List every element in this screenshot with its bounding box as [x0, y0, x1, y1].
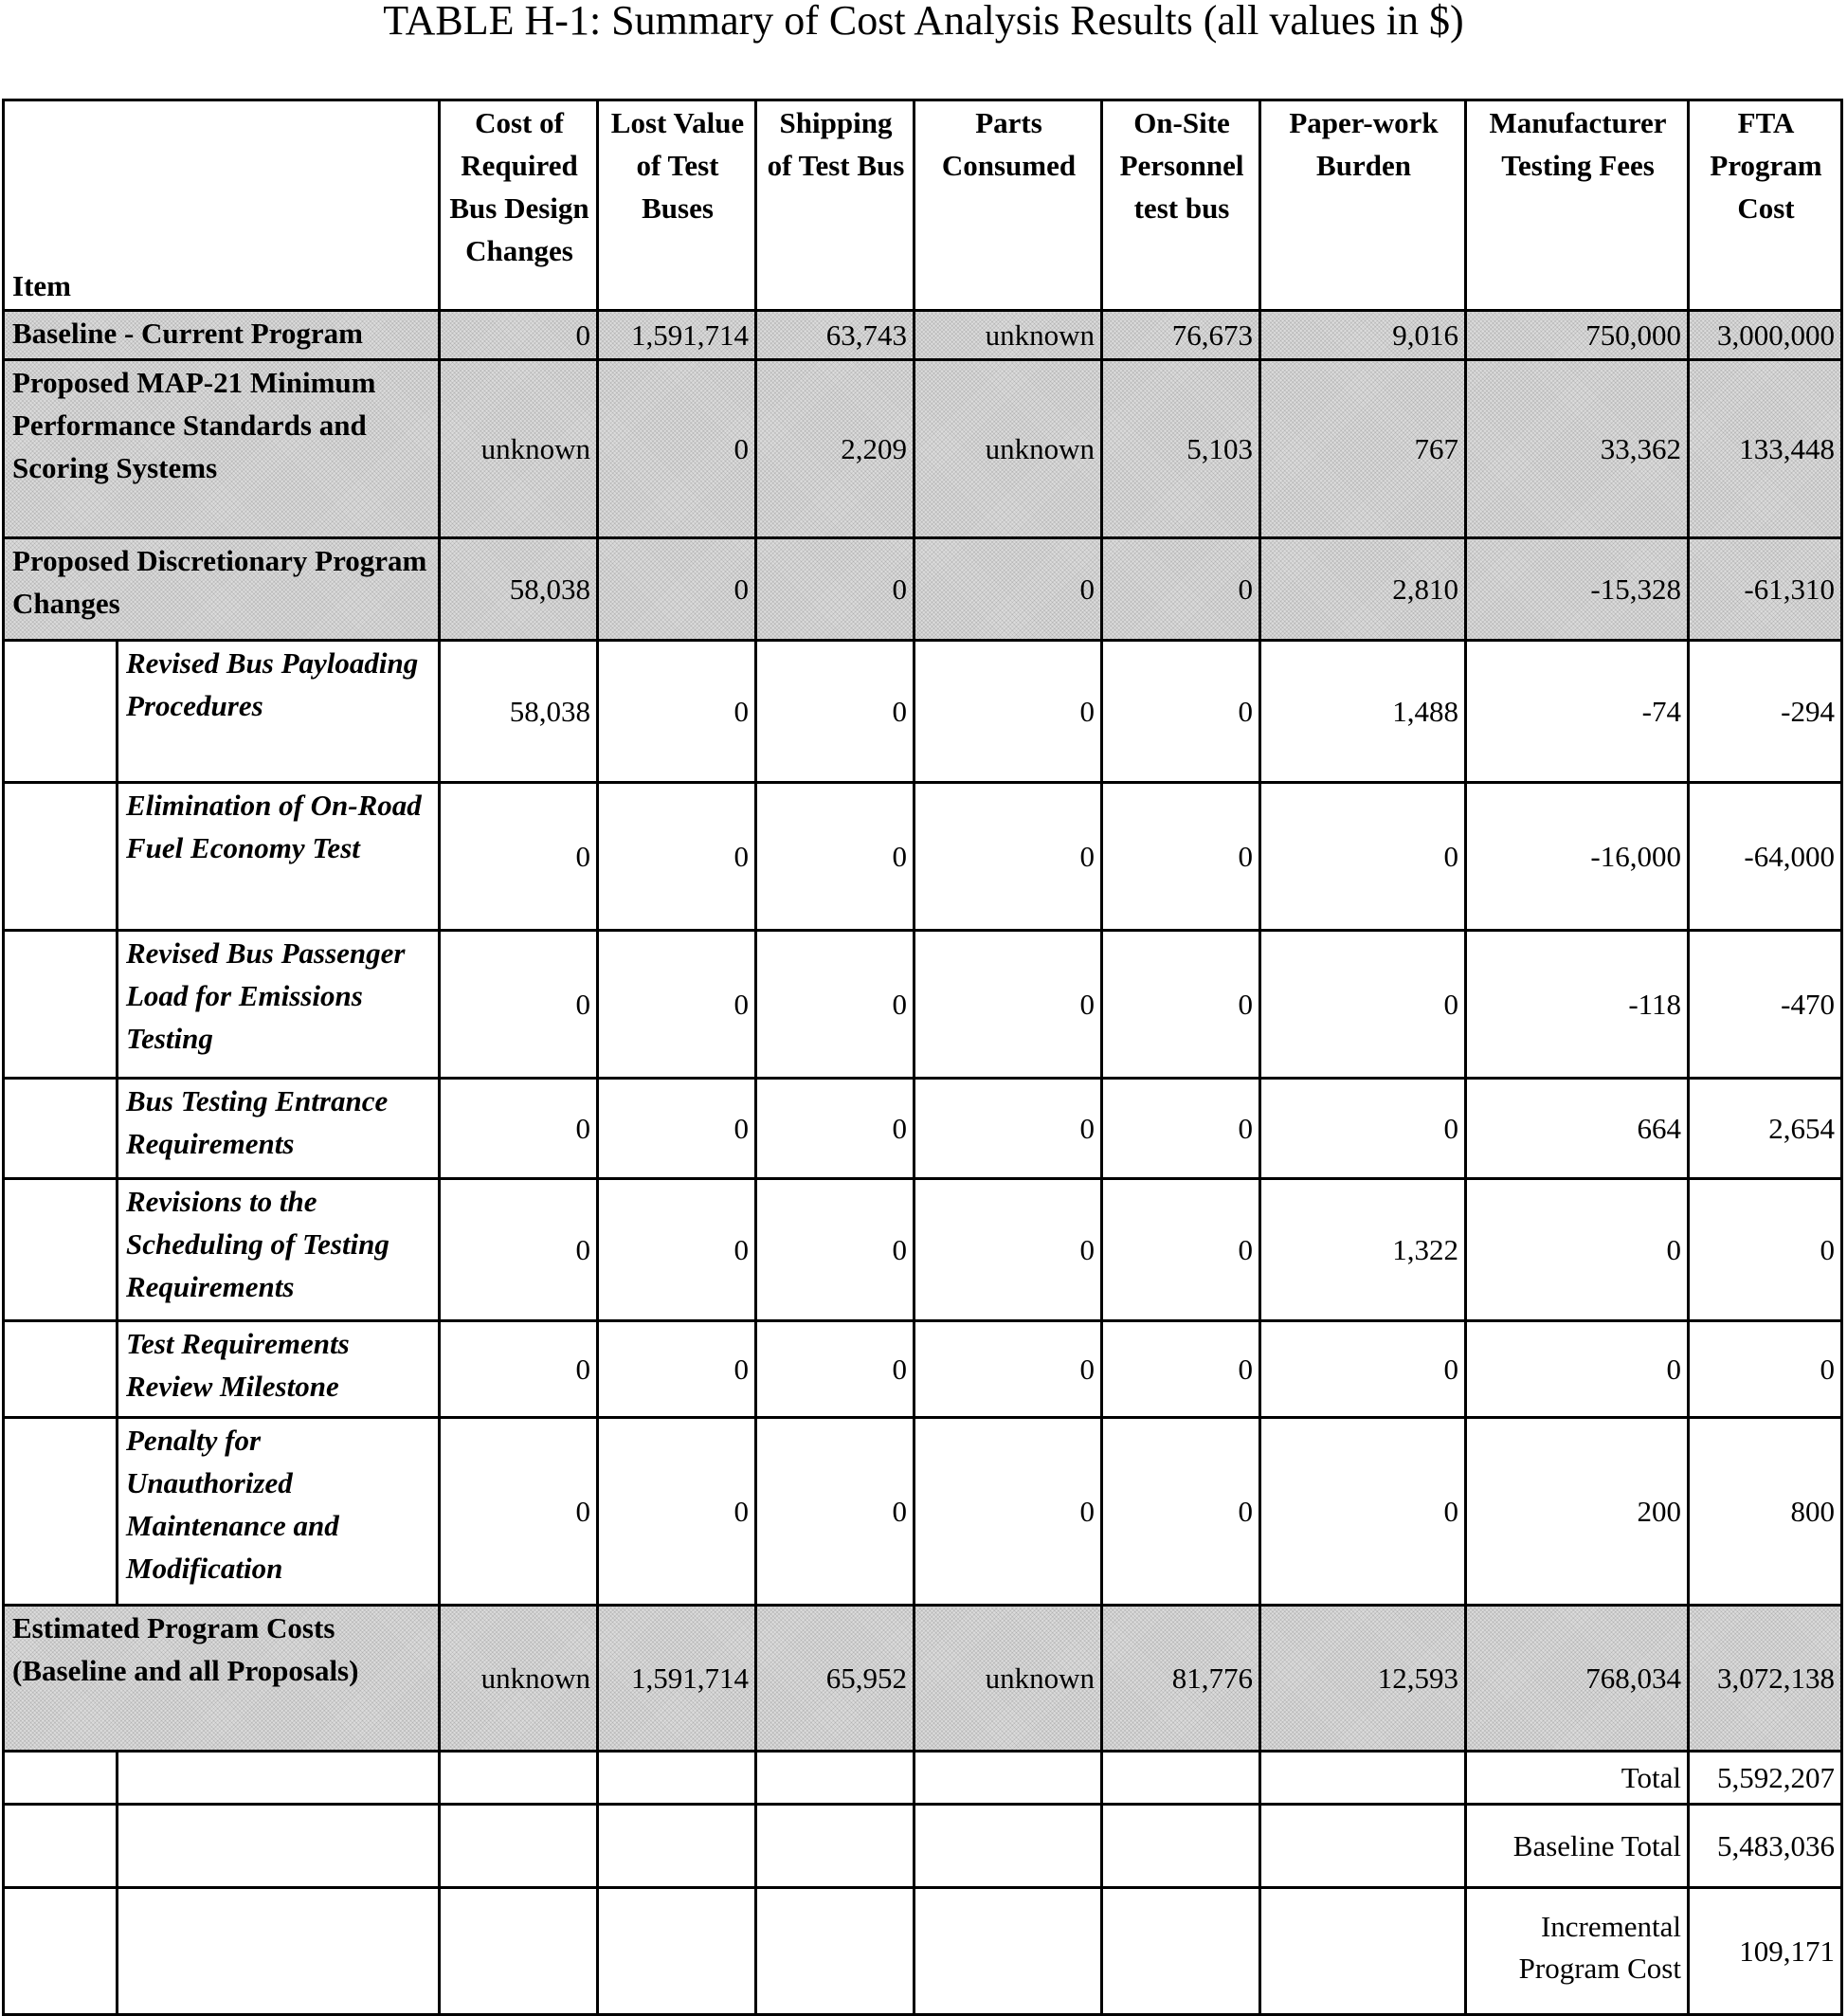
value-cell: 0	[598, 641, 756, 783]
value-cell: 0	[440, 1079, 598, 1179]
value-cell: 0	[756, 931, 914, 1079]
summary-label: Total	[1466, 1752, 1689, 1805]
value-cell: 1,591,714	[598, 311, 756, 360]
estimated-row	[4, 1606, 1842, 1752]
table-title: TABLE H-1: Summary of Cost Analysis Results (all values in $)	[383, 0, 1464, 44]
value-cell: 0	[440, 783, 598, 931]
value-cell: unknown	[440, 360, 598, 538]
value-cell: 76,673	[1102, 311, 1260, 360]
row-label: Revised Bus Payloading Procedures	[118, 641, 440, 783]
empty-cell	[1102, 1752, 1260, 1805]
empty-cell	[1102, 1888, 1260, 2015]
value-cell: 0	[914, 538, 1102, 641]
indent-cell	[4, 931, 118, 1079]
value-cell: 0	[1689, 1321, 1842, 1418]
value-cell: 0	[756, 1079, 914, 1179]
empty-cell	[1102, 1805, 1260, 1888]
value-cell: 0	[1260, 1079, 1466, 1179]
value-cell: 0	[1260, 1418, 1466, 1606]
summary-row	[4, 1752, 1842, 1805]
value-cell: 0	[756, 1179, 914, 1321]
value-cell: 1,322	[1260, 1179, 1466, 1321]
value-cell: -15,328	[1466, 538, 1689, 641]
value-cell: 1,488	[1260, 641, 1466, 783]
header-cell: Cost of Required Bus Design Changes	[440, 100, 598, 311]
sub-row	[4, 641, 1842, 783]
header-cell: On-Site Personnel test bus	[1102, 100, 1260, 311]
value-cell: -470	[1689, 931, 1842, 1079]
empty-cell	[756, 1888, 914, 2015]
summary-value: 5,483,036	[1689, 1805, 1842, 1888]
value-cell: 0	[1102, 538, 1260, 641]
value-cell: 0	[1260, 1321, 1466, 1418]
value-cell: 0	[598, 931, 756, 1079]
value-cell: 2,209	[756, 360, 914, 538]
sub-row	[4, 1079, 1842, 1179]
empty-cell	[440, 1805, 598, 1888]
header-cell: Parts Consumed	[914, 100, 1102, 311]
value-cell: unknown	[914, 311, 1102, 360]
value-cell: 0	[440, 311, 598, 360]
value-cell: 58,038	[440, 538, 598, 641]
value-cell: 0	[1689, 1179, 1842, 1321]
table-body	[4, 100, 1842, 2015]
summary-row	[4, 1888, 1842, 2015]
value-cell: 63,743	[756, 311, 914, 360]
row-label: Baseline - Current Program	[4, 311, 440, 360]
value-cell: -16,000	[1466, 783, 1689, 931]
value-cell: 750,000	[1466, 311, 1689, 360]
value-cell: 0	[914, 1321, 1102, 1418]
row-label: Revised Bus Passenger Load for Emissions Testing	[118, 931, 440, 1079]
value-cell: 3,072,138	[1689, 1606, 1842, 1752]
value-cell: 0	[598, 1179, 756, 1321]
summary-value: 109,171	[1689, 1888, 1842, 2015]
value-cell: 65,952	[756, 1606, 914, 1752]
row-label: Estimated Program Costs (Baseline and all Proposals)	[4, 1606, 440, 1752]
empty-cell	[4, 1888, 118, 2015]
indent-cell	[4, 1179, 118, 1321]
value-cell: 0	[598, 360, 756, 538]
empty-cell	[4, 1805, 118, 1888]
sub-row	[4, 1179, 1842, 1321]
value-cell: 0	[756, 641, 914, 783]
empty-cell	[4, 1752, 118, 1805]
value-cell: 133,448	[1689, 360, 1842, 538]
value-cell: 200	[1466, 1418, 1689, 1606]
value-cell: 3,000,000	[1689, 311, 1842, 360]
value-cell: 0	[440, 1321, 598, 1418]
value-cell: -294	[1689, 641, 1842, 783]
empty-cell	[1260, 1752, 1466, 1805]
summary-label: Incremental Program Cost	[1466, 1888, 1689, 2015]
header-item: Item	[4, 100, 440, 311]
value-cell: -61,310	[1689, 538, 1842, 641]
value-cell: unknown	[440, 1606, 598, 1752]
empty-cell	[440, 1888, 598, 2015]
value-cell: 81,776	[1102, 1606, 1260, 1752]
value-cell: 0	[1102, 783, 1260, 931]
value-cell: 0	[598, 1418, 756, 1606]
value-cell: 0	[1102, 1321, 1260, 1418]
value-cell: 1,591,714	[598, 1606, 756, 1752]
header-row	[4, 100, 1842, 311]
sub-row	[4, 1418, 1842, 1606]
empty-cell	[440, 1752, 598, 1805]
value-cell: -64,000	[1689, 783, 1842, 931]
value-cell: 33,362	[1466, 360, 1689, 538]
row-label: Bus Testing Entrance Requirements	[118, 1079, 440, 1179]
value-cell: 0	[1466, 1321, 1689, 1418]
row-label: Revisions to the Scheduling of Testing Requirements	[118, 1179, 440, 1321]
indent-cell	[4, 1321, 118, 1418]
value-cell: 0	[440, 931, 598, 1079]
sub-row	[4, 931, 1842, 1079]
value-cell: 0	[598, 1321, 756, 1418]
empty-cell	[598, 1888, 756, 2015]
indent-cell	[4, 783, 118, 931]
value-cell: 0	[914, 1418, 1102, 1606]
empty-cell	[1260, 1805, 1466, 1888]
value-cell: unknown	[914, 360, 1102, 538]
header-cell: Manufacturer Testing Fees	[1466, 100, 1689, 311]
value-cell: 0	[1102, 1418, 1260, 1606]
empty-cell	[598, 1752, 756, 1805]
value-cell: 58,038	[440, 641, 598, 783]
header-cell: FTA Program Cost	[1689, 100, 1842, 311]
main-row	[4, 360, 1842, 538]
value-cell: 2,654	[1689, 1079, 1842, 1179]
value-cell: 0	[598, 783, 756, 931]
value-cell: 664	[1466, 1079, 1689, 1179]
value-cell: 0	[440, 1179, 598, 1321]
empty-cell	[118, 1752, 440, 1805]
value-cell: 0	[1102, 1179, 1260, 1321]
value-cell: 12,593	[1260, 1606, 1466, 1752]
value-cell: -118	[1466, 931, 1689, 1079]
value-cell: 800	[1689, 1418, 1842, 1606]
value-cell: 0	[598, 1079, 756, 1179]
value-cell: 0	[756, 538, 914, 641]
value-cell: 0	[914, 931, 1102, 1079]
value-cell: unknown	[914, 1606, 1102, 1752]
value-cell: 0	[914, 1179, 1102, 1321]
value-cell: 0	[598, 538, 756, 641]
header-cell: Lost Value of Test Buses	[598, 100, 756, 311]
empty-cell	[914, 1752, 1102, 1805]
indent-cell	[4, 1079, 118, 1179]
header-cell: Shipping of Test Bus	[756, 100, 914, 311]
value-cell: 768,034	[1466, 1606, 1689, 1752]
summary-value: 5,592,207	[1689, 1752, 1842, 1805]
cost-analysis-table	[2, 99, 1843, 2016]
sub-row	[4, 1321, 1842, 1418]
summary-label: Baseline Total	[1466, 1805, 1689, 1888]
row-label: Proposed Discretionary Program Changes	[4, 538, 440, 641]
empty-cell	[118, 1805, 440, 1888]
summary-row	[4, 1805, 1842, 1888]
empty-cell	[756, 1752, 914, 1805]
value-cell: 0	[1260, 931, 1466, 1079]
empty-cell	[914, 1805, 1102, 1888]
value-cell: 0	[756, 1418, 914, 1606]
empty-cell	[756, 1805, 914, 1888]
value-cell: 0	[756, 783, 914, 931]
empty-cell	[118, 1888, 440, 2015]
row-label: Proposed MAP-21 Minimum Performance Standards and Scoring Systems	[4, 360, 440, 538]
indent-cell	[4, 1418, 118, 1606]
empty-cell	[914, 1888, 1102, 2015]
row-label: Elimination of On-Road Fuel Economy Test	[118, 783, 440, 931]
header-cell: Paper-work Burden	[1260, 100, 1466, 311]
value-cell: 0	[1102, 1079, 1260, 1179]
value-cell: 0	[1102, 931, 1260, 1079]
value-cell: 9,016	[1260, 311, 1466, 360]
main-row	[4, 538, 1842, 641]
indent-cell	[4, 641, 118, 783]
value-cell: 5,103	[1102, 360, 1260, 538]
value-cell: 0	[914, 783, 1102, 931]
value-cell: 0	[914, 1079, 1102, 1179]
value-cell: -74	[1466, 641, 1689, 783]
value-cell: 767	[1260, 360, 1466, 538]
value-cell: 0	[440, 1418, 598, 1606]
empty-cell	[1260, 1888, 1466, 2015]
value-cell: 0	[756, 1321, 914, 1418]
empty-cell	[598, 1805, 756, 1888]
value-cell: 2,810	[1260, 538, 1466, 641]
main-row	[4, 311, 1842, 360]
row-label: Test Requirements Review Milestone	[118, 1321, 440, 1418]
value-cell: 0	[914, 641, 1102, 783]
value-cell: 0	[1102, 641, 1260, 783]
value-cell: 0	[1466, 1179, 1689, 1321]
row-label: Penalty for Unauthorized Maintenance and Modification	[118, 1418, 440, 1606]
value-cell: 0	[1260, 783, 1466, 931]
sub-row	[4, 783, 1842, 931]
